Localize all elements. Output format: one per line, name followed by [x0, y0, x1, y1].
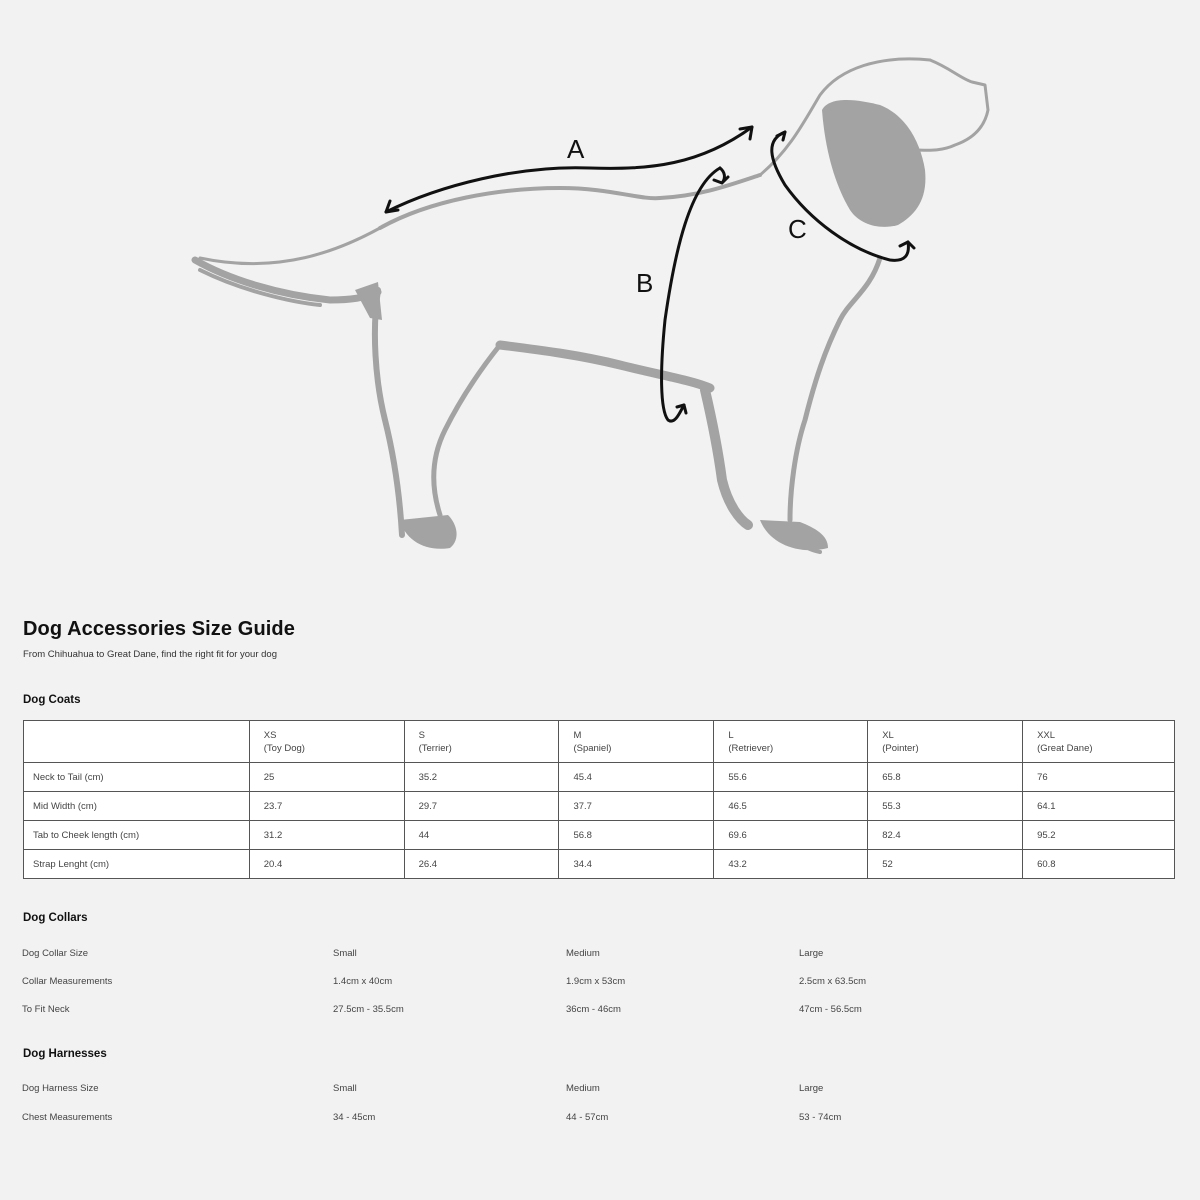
- size-breed: (Spaniel): [573, 742, 612, 754]
- grid-cell: Small: [333, 1083, 357, 1094]
- table-corner-cell: [24, 721, 250, 763]
- table-cell: 76: [1023, 763, 1175, 792]
- collar-fit-neck-row: [22, 1004, 1172, 1018]
- measurement-label-b: B: [636, 268, 654, 298]
- row-label: Strap Lenght (cm): [24, 850, 250, 879]
- page-title: Dog Accessories Size Guide: [23, 618, 295, 640]
- grid-cell: 2.5cm x 63.5cm: [799, 976, 867, 987]
- table-cell: 44: [404, 821, 559, 850]
- grid-cell: 47cm - 56.5cm: [799, 1004, 862, 1015]
- grid-cell: 36cm - 46cm: [566, 1004, 621, 1015]
- harness-size-row: [22, 1083, 1172, 1097]
- section-title-collars: Dog Collars: [23, 912, 88, 924]
- table-cell: 55.6: [714, 763, 868, 792]
- row-label: Dog Harness Size: [22, 1083, 99, 1094]
- measurement-label-c: C: [788, 214, 807, 244]
- size-name: L: [728, 729, 734, 741]
- collar-size-row: [22, 948, 1172, 962]
- table-cell: 69.6: [714, 821, 868, 850]
- table-cell: 56.8: [559, 821, 714, 850]
- grid-cell: Large: [799, 1083, 824, 1094]
- grid-cell: Medium: [566, 1083, 600, 1094]
- table-cell: 35.2: [404, 763, 559, 792]
- grid-cell: 1.4cm x 40cm: [333, 976, 393, 987]
- table-cell: 29.7: [404, 792, 559, 821]
- grid-cell: 1.9cm x 53cm: [566, 976, 626, 987]
- table-cell: 43.2: [714, 850, 868, 879]
- size-breed: (Pointer): [882, 742, 919, 754]
- size-name: M: [573, 729, 582, 741]
- table-cell: 20.4: [249, 850, 404, 879]
- table-cell: 37.7: [559, 792, 714, 821]
- grid-cell: Medium: [566, 948, 600, 959]
- table-row: [24, 850, 1175, 879]
- table-row: [24, 763, 1175, 792]
- row-label: Chest Measurements: [22, 1112, 113, 1123]
- table-cell: 31.2: [249, 821, 404, 850]
- table-row: [24, 792, 1175, 821]
- size-name: XS: [263, 729, 277, 741]
- table-cell: 26.4: [404, 850, 559, 879]
- size-breed: (Retriever): [728, 742, 774, 754]
- table-header-cell: [868, 721, 1023, 763]
- table-cell: 45.4: [559, 763, 714, 792]
- row-label: To Fit Neck: [22, 1004, 70, 1015]
- size-breed: (Great Dane): [1037, 742, 1093, 754]
- size-name: XL: [882, 729, 894, 741]
- row-label: Mid Width (cm): [24, 792, 250, 821]
- table-cell: 64.1: [1023, 792, 1175, 821]
- grid-cell: 27.5cm - 35.5cm: [333, 1004, 404, 1015]
- size-name: S: [418, 729, 425, 741]
- table-cell: 82.4: [868, 821, 1023, 850]
- table-cell: 60.8: [1023, 850, 1175, 879]
- grid-cell: Large: [799, 948, 824, 959]
- table-row: [24, 821, 1175, 850]
- table-cell: 25: [249, 763, 404, 792]
- table-cell: 46.5: [714, 792, 868, 821]
- row-label: Dog Collar Size: [22, 948, 88, 959]
- size-breed: (Terrier): [418, 742, 452, 754]
- row-label: Neck to Tail (cm): [24, 763, 250, 792]
- table-cell: 34.4: [559, 850, 714, 879]
- row-label: Collar Measurements: [22, 976, 113, 987]
- harness-chest-row: [22, 1112, 1172, 1126]
- size-breed: (Toy Dog): [263, 742, 305, 754]
- collar-measurements-row: [22, 976, 1172, 990]
- section-title-harnesses: Dog Harnesses: [23, 1048, 107, 1060]
- size-name: XXL: [1037, 729, 1056, 741]
- table-header-cell: [404, 721, 559, 763]
- measurement-label-a: A: [567, 134, 585, 164]
- table-header-row: [24, 721, 1175, 763]
- page-subtitle: From Chihuahua to Great Dane, find the right fit for your dog: [23, 649, 277, 660]
- table-header-cell: [249, 721, 404, 763]
- table-cell: 52: [868, 850, 1023, 879]
- table-header-cell: [1023, 721, 1175, 763]
- table-cell: 23.7: [249, 792, 404, 821]
- table-cell: 55.3: [868, 792, 1023, 821]
- grid-cell: 44 - 57cm: [566, 1112, 609, 1123]
- table-cell: 65.8: [868, 763, 1023, 792]
- grid-cell: 34 - 45cm: [333, 1112, 376, 1123]
- grid-cell: 53 - 74cm: [799, 1112, 842, 1123]
- row-label: Tab to Cheek length (cm): [24, 821, 250, 850]
- coats-size-table: [23, 720, 1175, 879]
- grid-cell: Small: [333, 948, 357, 959]
- table-header-cell: [714, 721, 868, 763]
- section-title-coats: Dog Coats: [23, 694, 81, 706]
- table-header-cell: [559, 721, 714, 763]
- table-cell: 95.2: [1023, 821, 1175, 850]
